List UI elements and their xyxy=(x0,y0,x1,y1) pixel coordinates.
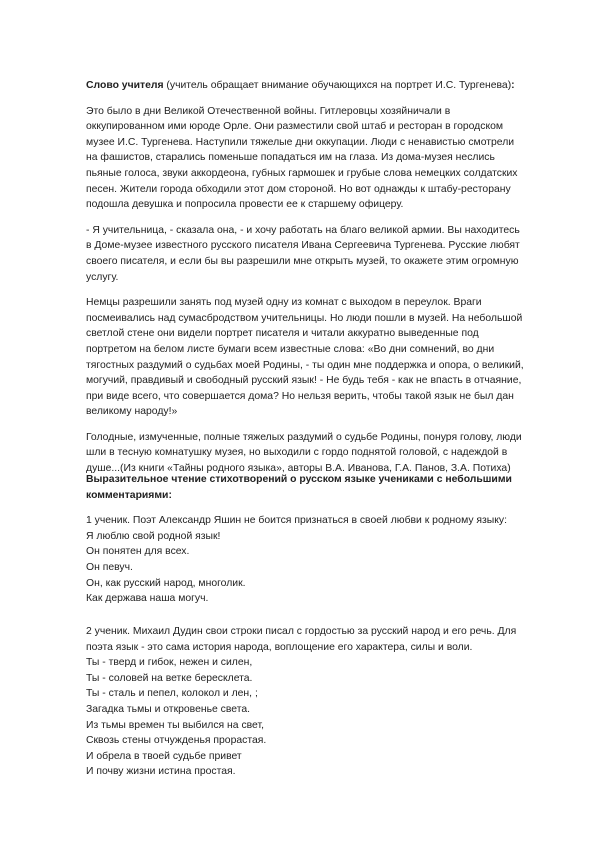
poem-line: Загадка тьмы и откровенье света. xyxy=(86,703,251,715)
student1-block xyxy=(86,513,526,607)
student2-intro: 2 ученик. Михаил Дудин свои строки писал с гордостью за русский народ и его речь. Для поэта язык - это сама история народа, воплощение его характера, силы и воли. xyxy=(86,626,517,653)
poem-line: И обрела в твоей судьбе привет xyxy=(86,750,242,762)
poem-line: Он понятен для всех. xyxy=(86,546,190,558)
student2-block xyxy=(86,624,526,780)
poem-line: Ты - сталь и пепел, колокол и лен, ; xyxy=(86,688,258,700)
reading-heading: Выразительное чтение стихотворений о русском языке учениками с небольшими комментариями: xyxy=(86,474,512,501)
student1-intro: 1 ученик. Поэт Александр Яшин не боится признаться в своей любви к родному языку: xyxy=(86,515,508,527)
paragraph: Голодные, измученные, полные тяжелых раздумий о судьбе Родины, понуря голову, люди шли в тесную комнатушку музея, но выходили с гордо поднятой головой, с надеждой в душе...(Из книги «Тайны родного языка», авторы В.А. Иванова, Г.А. Панов, З.А. Потиха) xyxy=(86,431,522,475)
poem-line: И почву жизни истина простая. xyxy=(86,766,236,778)
paragraph: - Я учительница, - сказала она, - и хочу работать на благо великой армии. Вы находитесь в Доме-музее известного русского писателя Ивана Сергеевича Тургенева. Русские любят своего писателя, и если бы вы разрешили мне открыть музей, то окажете этим огромную услугу. xyxy=(86,224,520,283)
teacher-word-section xyxy=(86,78,526,477)
poem-line: Из тьмы времен ты выбился на свет, xyxy=(86,719,264,731)
poem-line: Сквозь стены отчужденья прорастая. xyxy=(86,735,267,747)
poem-line: Он певуч. xyxy=(86,561,133,573)
teacher-word-heading: Слово учителя xyxy=(86,80,164,91)
poem-line: Я люблю свой родной язык! xyxy=(86,530,221,542)
student2-poem xyxy=(86,655,526,780)
document-page xyxy=(86,78,526,778)
poem-line: Он, как русский народ, многолик. xyxy=(86,577,246,589)
paragraph: Немцы разрешили занять под музей одну из комнат с выходом в переулок. Враги посмеивались над сумасбродством учительницы. Но люди пошли в музей. На небольшой светлой стене они видели портрет писателя и читали аккуратно выведенные под портретом на белом листе бумаги всем известные слова: «Во дни сомнений, во дни тягостных раздумий о судьбах моей Родины, - ты один мне поддержка и опора, о великий, могучий, правдивый и свободный русский язык! - Не будь тебя - как не впасть в отчаяние, при виде всего, что совершается дома? Но нельзя верить, чтобы такой язык не был дан великому народу!» xyxy=(86,297,524,418)
poem-line: Как держава наша могуч. xyxy=(86,593,209,605)
poem-line: Ты - соловей на ветке бересклета. xyxy=(86,672,253,684)
teacher-word-note: (учитель обращает внимание обучающихся на портрет И.С. Тургенева) xyxy=(163,80,512,91)
reading-section xyxy=(86,472,526,607)
poem-line: Ты - тверд и гибок, нежен и силен, xyxy=(86,657,253,669)
paragraph: Это было в дни Великой Отечественной войны. Гитлеровцы хозяйничали в оккупированном ими юроде Орле. Они разместили свой штаб и ресторан в городском музее И.С. Тургенева. Наступили тяжелые дни оккупации. Люди с ненавистью смотрели на фашистов, старались поменьше попадаться им на глаза. Из дома-музея неслись пьяные голоса, звуки аккордеона, губных гармошек и грубые слова немецких солдатских песен. Жители города обходили этот дом стороной. Но вот однажды к штабу-ресторану подошла девушка и попросила провести ее к старшему офицеру. xyxy=(86,105,518,211)
teacher-word-heading-line xyxy=(86,78,526,94)
teacher-word-colon: : xyxy=(511,80,515,91)
